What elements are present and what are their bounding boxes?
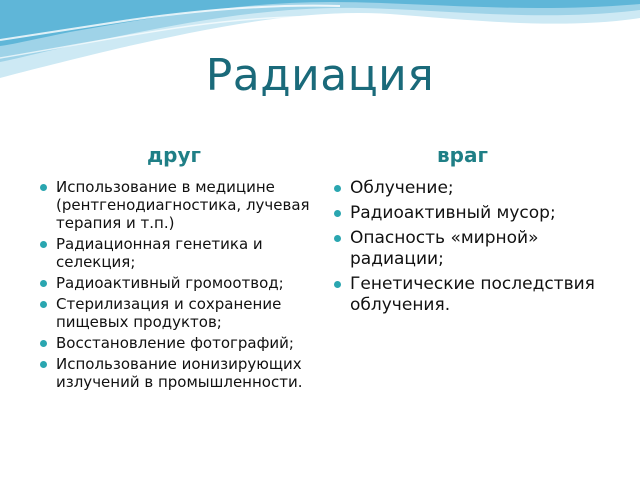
- list-item: Радиационная генетика и селекция;: [38, 235, 318, 271]
- enemy-bullet-list: [332, 178, 622, 320]
- list-item: Использование ионизирующих излучений в промышленности.: [38, 355, 318, 391]
- list-item: Облучение;: [332, 178, 622, 199]
- list-item: Опасность «мирной» радиации;: [332, 228, 622, 270]
- list-item: Радиоактивный громоотвод;: [38, 274, 318, 292]
- list-item: Использование в медицине (рентгенодиагностика, лучевая терапия и т.п.): [38, 178, 318, 232]
- list-item: Стерилизация и сохранение пищевых продуктов;: [38, 295, 318, 331]
- list-item: Генетические последствия облучения.: [332, 274, 622, 316]
- list-item: Радиоактивный мусор;: [332, 203, 622, 224]
- column-heading-friend: друг: [147, 143, 201, 167]
- column-heading-enemy: враг: [437, 143, 488, 167]
- friend-bullet-list: [38, 178, 318, 394]
- list-item: Восстановление фотографий;: [38, 334, 318, 352]
- slide-title: Радиация: [205, 50, 435, 101]
